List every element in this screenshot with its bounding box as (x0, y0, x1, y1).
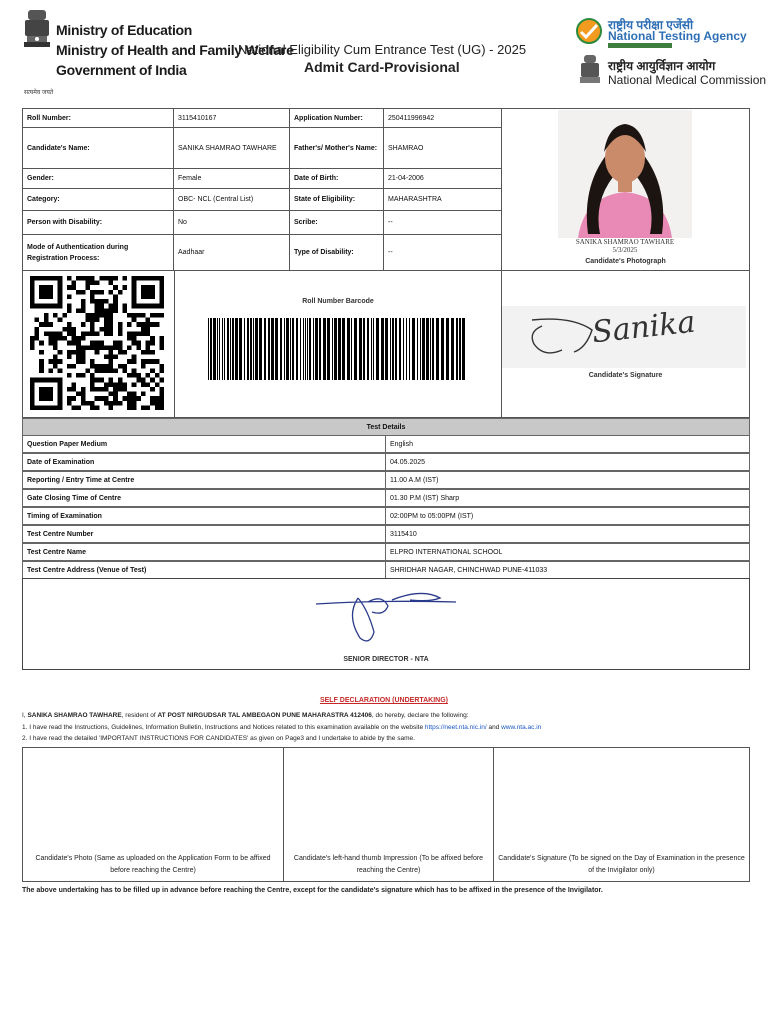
scribe-label: Scribe: (289, 210, 384, 235)
declaration-and: and (488, 724, 500, 731)
pwd-label: Person with Disability: (22, 210, 174, 235)
test-detail-row (22, 543, 750, 561)
nta-tagline-bar (608, 43, 672, 48)
photo-candidate-name: SANIKA SHAMRAO TAWHARE (575, 238, 675, 246)
test-detail-value: ELPRO INTERNATIONAL SCHOOL (385, 543, 750, 561)
ministry-line: Ministry of Education (56, 22, 193, 38)
scribe-value: -- (383, 210, 502, 235)
motto: सत्यमेव जयते (24, 90, 54, 96)
ministry-line: Government of India (56, 62, 187, 78)
test-detail-row (22, 453, 750, 471)
nmc-hindi-name: राष्ट्रीय आयुर्विज्ञान आयोग (608, 59, 716, 73)
test-detail-row (22, 489, 750, 507)
father-name-label: Father's/ Mother's Name: (289, 127, 384, 169)
test-detail-value: English (385, 435, 750, 453)
category-value: OBC- NCL (Central List) (173, 188, 290, 211)
nta-website-link[interactable]: www.nta.ac.in (501, 724, 542, 731)
nta-english-name: National Testing Agency (608, 29, 747, 43)
declaration-mid: , resident of (121, 712, 156, 719)
test-detail-row (22, 435, 750, 453)
declaration-point-2: 2. I have read the detailed 'IMPORTANT INSTRUCTIONS FOR CANDIDATES' as given on Page3 and I undertake to abide by the same. (22, 735, 415, 742)
dob-value: 21-04-2006 (383, 168, 502, 189)
photo-caption: Candidate's Photograph (585, 258, 666, 265)
barcode-caption: Roll Number Barcode (302, 298, 374, 305)
test-detail-value: 3115410 (385, 525, 750, 543)
declaration-line-1 (22, 712, 469, 719)
nta-logo-icon (576, 18, 602, 44)
thumb-impression-box (283, 747, 494, 882)
affix-photo-box (22, 747, 284, 882)
roll-number-label: Roll Number: (22, 108, 174, 128)
test-detail-label: Date of Examination (22, 453, 386, 471)
auth-mode-label: Mode of Authentication during Registration Process: (22, 234, 174, 271)
state-label: State of Eligibility: (289, 188, 384, 211)
test-detail-label: Question Paper Medium (22, 435, 386, 453)
nta-hindi-name: राष्ट्रीय परीक्षा एजेंसी (608, 18, 694, 32)
candidate-photo (558, 110, 692, 238)
affix-photo-caption: Candidate's Photo (Same as uploaded on the Application Form to be affixed before reaching the Centre) (35, 855, 271, 874)
declaration-candidate-name: SANIKA SHAMRAO TAWHARE (27, 712, 122, 719)
state-value: MAHARASHTRA (383, 188, 502, 211)
nmc-emblem-icon (578, 54, 602, 88)
photo-date: 5/3/2025 (612, 246, 638, 254)
national-emblem-icon (22, 8, 52, 90)
father-name-value: SHAMRAO (383, 127, 502, 169)
roll-number-barcode (208, 318, 466, 380)
candidate-signature-image (502, 306, 746, 368)
candidate-name-label: Candidate's Name: (22, 127, 174, 169)
declaration-address: AT POST NIRGUDSAR TAL AMBEGAON PUNE MAHARASTRA 412406 (157, 712, 372, 719)
test-detail-label: Reporting / Entry Time at Centre (22, 471, 386, 489)
test-detail-label: Test Centre Address (Venue of Test) (22, 561, 386, 579)
ministry-line: Ministry of Health and Family Welfare (56, 42, 294, 58)
roll-number-value: 3115410167 (173, 108, 290, 128)
test-detail-value: 01.30 P.M (IST) Sharp (385, 489, 750, 507)
card-title: Admit Card-Provisional (304, 59, 460, 75)
declaration-line-2 (22, 724, 541, 731)
application-number-value: 250411996942 (383, 108, 502, 128)
dob-label: Date of Birth: (289, 168, 384, 189)
application-number-label: Application Number: (289, 108, 384, 128)
test-detail-row (22, 507, 750, 525)
disability-type-value: -- (383, 234, 502, 271)
signature-text: Sanika (590, 304, 697, 351)
test-detail-value: SHRIDHAR NAGAR, CHINCHWAD PUNE-411033 (385, 561, 750, 579)
test-detail-value: 11.00 A.M (IST) (385, 471, 750, 489)
declaration-title: SELF DECLARATION (UNDERTAKING) (319, 697, 449, 704)
qr-code (26, 276, 168, 410)
declaration-prefix: I, (22, 712, 26, 719)
director-signature-scribble-icon (312, 584, 462, 650)
test-detail-label: Timing of Examination (22, 507, 386, 525)
declaration-point-1: 1. I have read the Instructions, Guidelines, Information Bulletin, Instructions and Notices related to this examination available on the website (22, 724, 424, 731)
test-detail-label: Gate Closing Time of Centre (22, 489, 386, 507)
nmc-english-name: National Medical Commission (608, 73, 767, 87)
test-detail-row (22, 471, 750, 489)
pwd-value: No (173, 210, 290, 235)
disability-type-label: Type of Disability: (289, 234, 384, 271)
exam-title: National Eligibility Cum Entrance Test (UG) - 2025 (238, 42, 527, 57)
test-details-heading: Test Details (22, 418, 750, 436)
declaration-suffix: , do hereby, declare the following: (371, 712, 469, 719)
test-detail-label: Test Centre Name (22, 543, 386, 561)
test-detail-row (22, 525, 750, 543)
thumb-impression-caption: Candidate's left-hand thumb Impression (To be affixed before reaching the Centre) (293, 855, 484, 874)
candidate-signature-box-caption: Candidate's Signature (To be signed on the Day of Examination in the presence of the Invigilator only) (498, 855, 745, 874)
auth-mode-value: Aadhaar (173, 234, 290, 271)
signature-caption: Candidate's Signature (588, 372, 663, 379)
director-designation: SENIOR DIRECTOR - NTA (343, 656, 429, 663)
gender-label: Gender: (22, 168, 174, 189)
candidate-signature-box (493, 747, 750, 882)
test-detail-row (22, 561, 750, 579)
category-label: Category: (22, 188, 174, 211)
neet-website-link[interactable]: https://neet.nta.nic.in/ (424, 724, 487, 731)
test-detail-value: 04.05.2025 (385, 453, 750, 471)
undertaking-footer-note: The above undertaking has to be filled up in advance before reaching the Centre, except for the candidate's signature which has to be affixed in the presence of the Invigilator. (22, 887, 603, 894)
candidate-name-value: SANIKA SHAMRAO TAWHARE (173, 127, 290, 169)
test-detail-label: Test Centre Number (22, 525, 386, 543)
gender-value: Female (173, 168, 290, 189)
test-detail-value: 02:00PM to 05:00PM (IST) (385, 507, 750, 525)
photo-name-caption (560, 238, 690, 254)
